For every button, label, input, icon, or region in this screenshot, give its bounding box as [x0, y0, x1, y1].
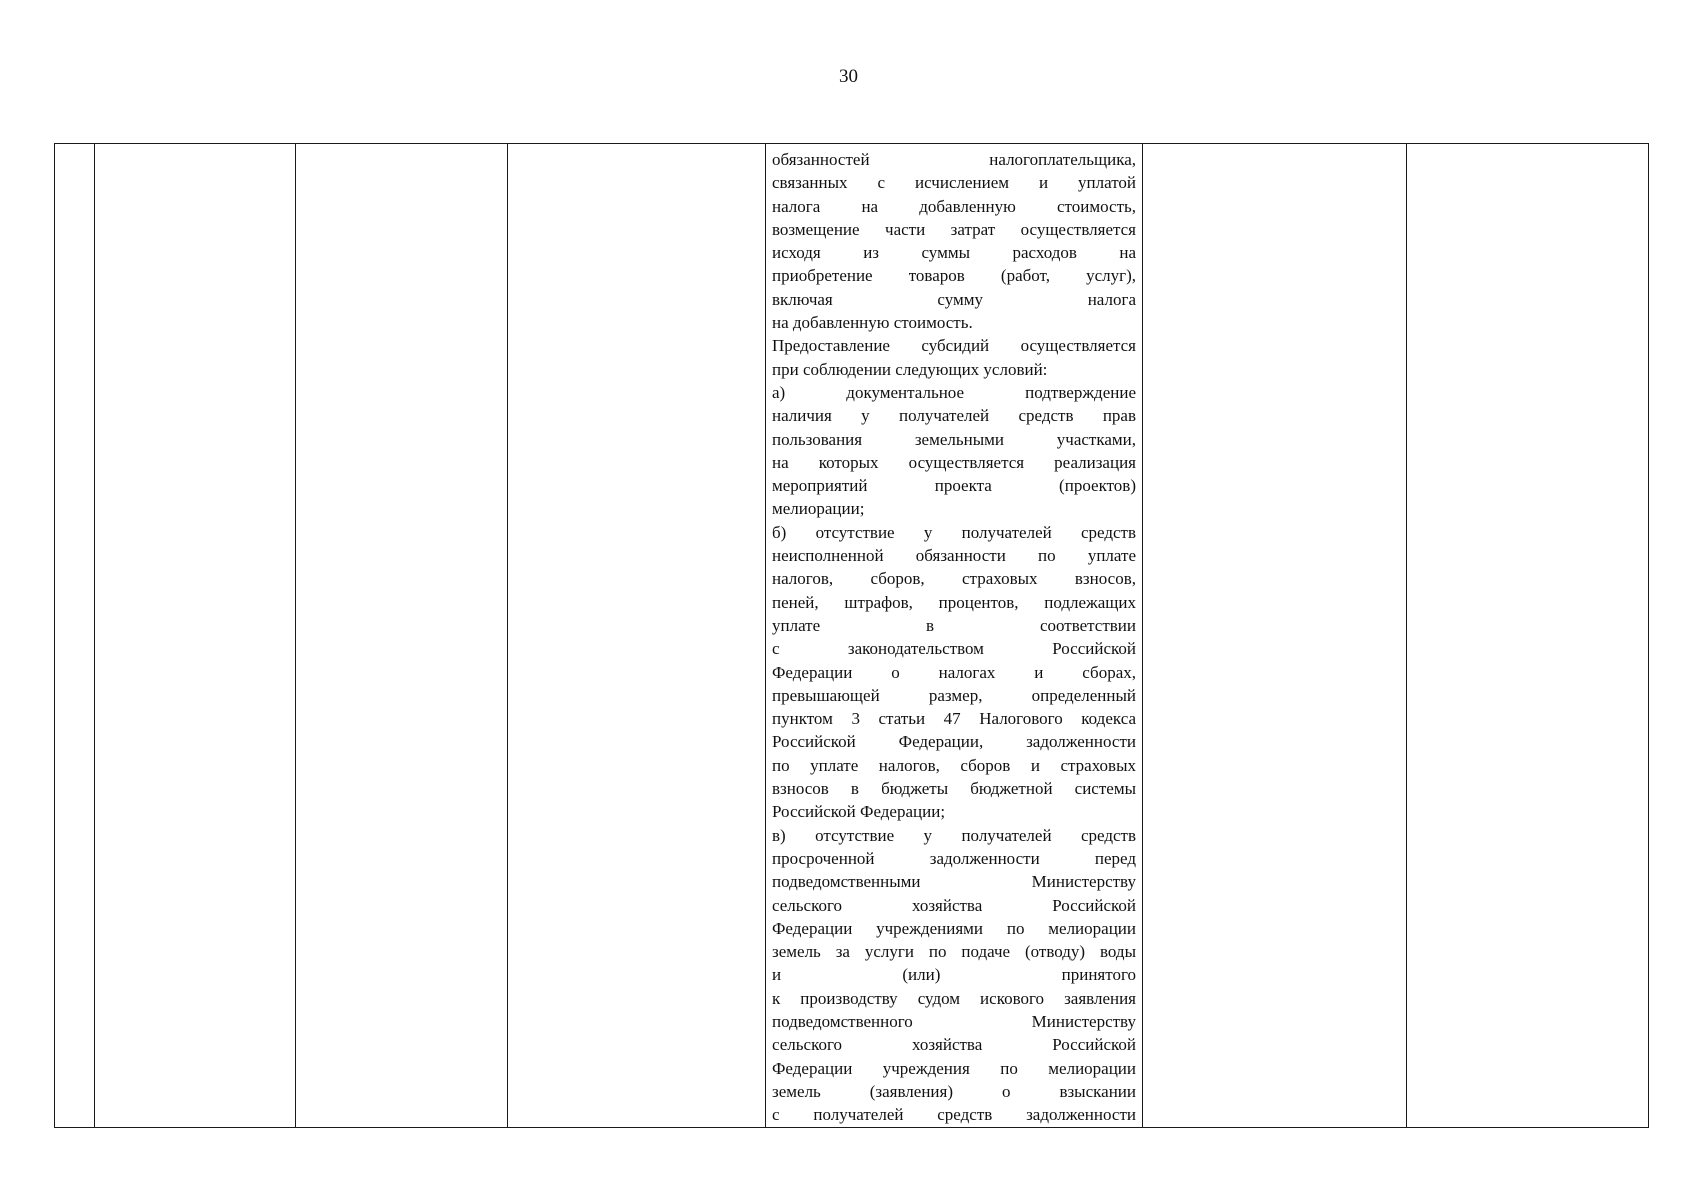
table-cell-col-7	[1407, 144, 1649, 1128]
cell-text-line: при соблюдении следующих условий:	[772, 359, 1048, 379]
table-row	[55, 144, 1649, 1128]
cell-text-line: неисполненной обязанности по уплате	[772, 546, 1136, 566]
cell-text-line: превышающей размер, определенный	[772, 685, 1136, 705]
cell-text-line: на которых осуществляется реализация	[772, 452, 1136, 472]
cell-text-line: земель (заявления) о взыскании	[772, 1081, 1136, 1101]
cell-text-line: уплате в соответствии	[772, 615, 1136, 635]
cell-text-line: включая сумму налога	[772, 289, 1136, 309]
page-number: 30	[839, 66, 858, 87]
cell-text-line: Российской Федерации;	[772, 802, 946, 822]
cell-text-line: с получателей средств задолженности	[772, 1105, 1136, 1125]
cell-text-line: налогов, сборов, страховых взносов,	[772, 569, 1136, 589]
table-cell-col-3	[296, 144, 508, 1128]
cell-text-line: налога на добавленную стоимость,	[772, 196, 1136, 216]
cell-text-line: возмещение части затрат осуществляется	[772, 219, 1136, 239]
cell-text-line: с законодательством Российской	[772, 639, 1136, 659]
cell-text-line: приобретение товаров (работ, услуг),	[772, 266, 1136, 286]
cell-text-line: на добавленную стоимость.	[772, 313, 973, 333]
cell-text-line: Федерации учреждениями по мелиорации	[772, 918, 1136, 938]
cell-text-line: подведомственного Министерству	[772, 1011, 1136, 1031]
table-cell-col-5-text	[766, 144, 1143, 1128]
cell-text-line: исходя из суммы расходов на	[772, 243, 1136, 263]
cell-text-line: и (или) принятого	[772, 965, 1136, 985]
cell-text-line: наличия у получателей средств прав	[772, 406, 1136, 426]
cell-text-line: сельского хозяйства Российской	[772, 1035, 1136, 1055]
cell-text-block	[772, 148, 1136, 1126]
cell-text-line: а) документальное подтверждение	[772, 382, 1136, 402]
cell-text-line: подведомственными Министерству	[772, 872, 1136, 892]
table-cell-col-2	[95, 144, 296, 1128]
cell-text-line: Федерации о налогах и сборах,	[772, 662, 1136, 682]
cell-text-line: сельского хозяйства Российской	[772, 895, 1136, 915]
cell-text-line: пеней, штрафов, процентов, подлежащих	[772, 592, 1136, 612]
cell-text-line: в) отсутствие у получателей средств	[772, 825, 1136, 845]
cell-text-line: б) отсутствие у получателей средств	[772, 522, 1136, 542]
document-table	[54, 143, 1649, 1128]
cell-text-line: взносов в бюджеты бюджетной системы	[772, 779, 1136, 799]
cell-text-line: связанных с исчислением и уплатой	[772, 173, 1136, 193]
table-cell-col-4	[508, 144, 766, 1128]
cell-text-line: мелиорации;	[772, 499, 865, 519]
cell-text-line: земель за услуги по подаче (отводу) воды	[772, 942, 1136, 962]
cell-text-line: Российской Федерации, задолженности	[772, 732, 1136, 752]
table-cell-col-6	[1143, 144, 1407, 1128]
cell-text-line: мероприятий проекта (проектов)	[772, 476, 1136, 496]
table-cell-col-1	[55, 144, 95, 1128]
cell-text-line: просроченной задолженности перед	[772, 848, 1136, 868]
cell-text-line: обязанностей налогоплательщика,	[772, 150, 1136, 169]
cell-text-line: к производству судом искового заявления	[772, 988, 1136, 1008]
cell-text-line: по уплате налогов, сборов и страховых	[772, 755, 1136, 775]
cell-text-line: пользования земельными участками,	[772, 429, 1136, 449]
cell-text-line: пунктом 3 статьи 47 Налогового кодекса	[772, 709, 1136, 729]
cell-text-line: Предоставление субсидий осуществляется	[772, 336, 1136, 356]
cell-text-line: Федерации учреждения по мелиорации	[772, 1058, 1136, 1078]
